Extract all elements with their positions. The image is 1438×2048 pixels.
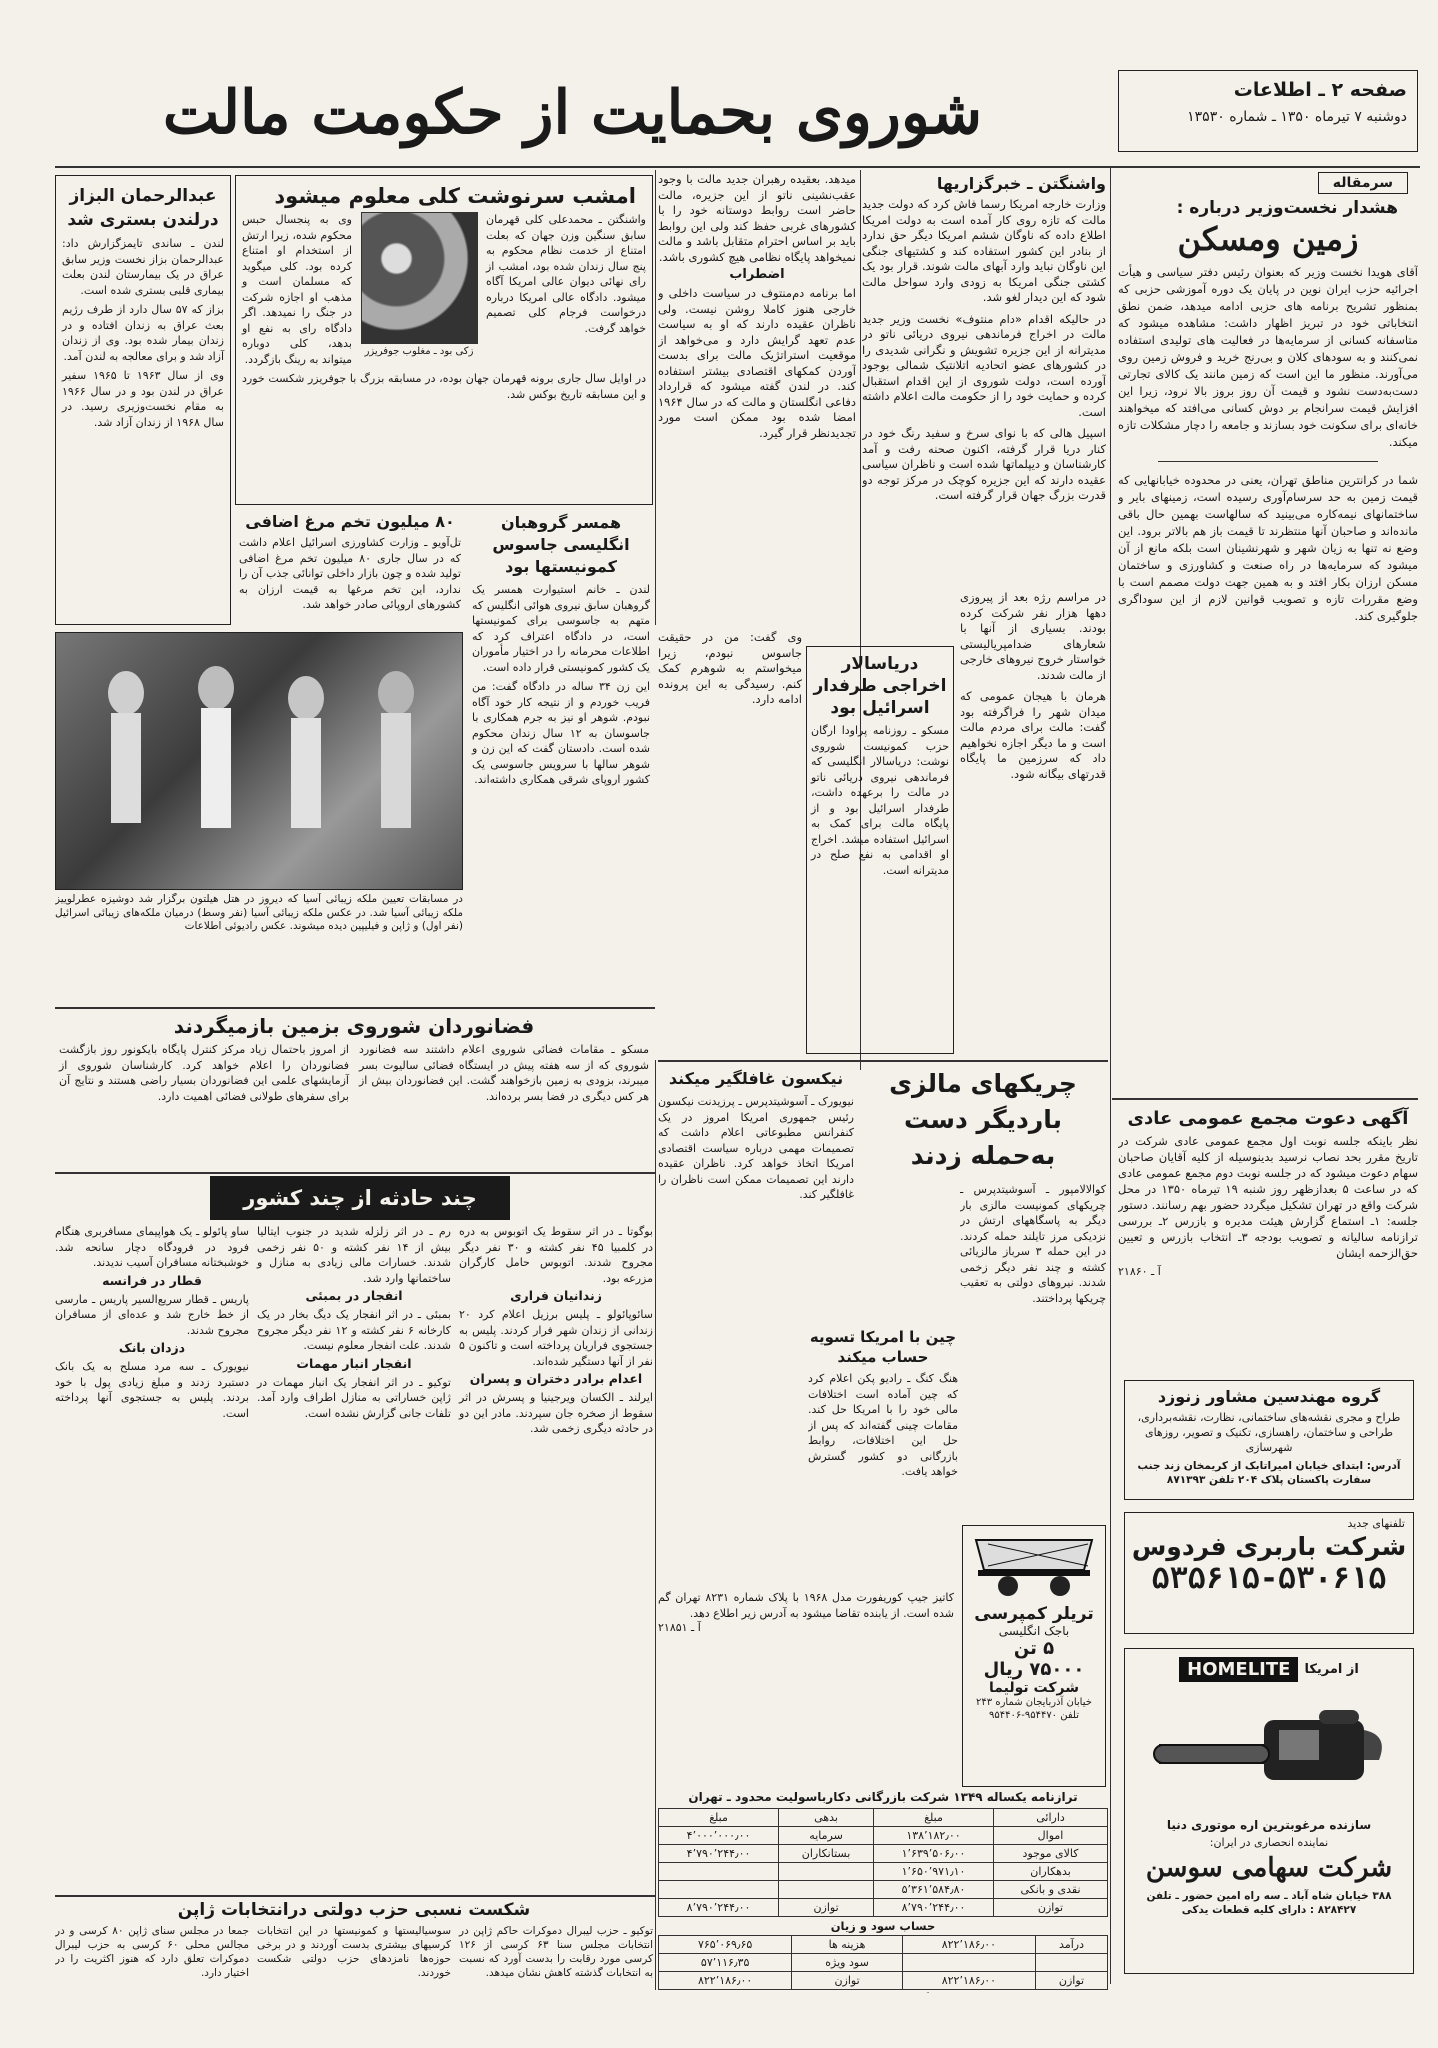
cell: ۷۶۵٬۰۶۹٫۶۵ [659, 1936, 792, 1954]
ali-body-2: وی به پنجسال حبس محکوم شده، زیرا ارتش از استخدام او امتناع کرده بود. کلی میگوید که مسلمان است و مذهب او اجازه شرکت در جنگ را نمیدهد. اگر دادگاه رای به نفع او بدهد، کلی دوباره میتواند به رینگ بازگردد. [242, 213, 352, 366]
beauty-caption-box [55, 893, 463, 948]
cell: بستانکاران [779, 1845, 874, 1863]
acc-col1-1: بوگوتا ـ در اثر سقوط یک اتوبوس به دره در کلمبیا ۴۵ نفر کشته و ۳۰ نفر دیگر مجروح شدند. اتوبوس حامل کارگران مزرعه بود. [459, 1225, 653, 1285]
ali-story [235, 175, 653, 505]
acc-col3-sub2: دزدان بانک [118, 1340, 186, 1355]
washington-col2-1: میدهد. بعقیده رهبران جدید مالت با وجود عقب‌نشینی ناتو از این جزیره، مالت حاضر است روابط دوستانه خود را با کشورهای غربی حفظ کند ولی این روابط باید بر اساس احترام متقابل باشد و مالت نمیخواهد پایگاه نظامی هیچ کشوری باشد. [658, 172, 856, 264]
editorial-body-1: آقای هویدا نخست وزیر که بعنوان رئیس دفتر سیاسی و هیأت اجرائیه حزب ایران نوین در پایان یک دوره آموزشی حزبی که بمنظور تشریح برنامه های حزبی ادامه میدهد، ضمن نطق انتخاباتی خود در تبریز اظهار داشت: مشاهده میشود که متاسفانه کسانی از سرمایه‌ها در فعالیت های تولیدی استفاده نمی‌کنند و به سودهای کلان و بی‌رنج خرید و فروش زمین روی می‌آورند. منظور ما این است که زمین مانند یک کالای تجارتی دست‌به‌دست نشود و قیمت آن روز بروز بالا نرود، زیرا این افزایش قیمت سرانجام بر دوش کسانی می‌افتد که میخواهند خانه‌ای برای سکونت خود بسازند و جامعه را دچار مشکلات تازه میکند. [1118, 265, 1418, 449]
bazzaz-headline: عبدالرحمان البزاز درلندن بستری شد [67, 186, 219, 230]
balance-footer [658, 1992, 1108, 1993]
bazzaz-body-1: لندن ـ ساندی تایمزگزارش داد: عبدالرحمان بزاز نخست وزیر سابق عراق در یک بیمارستان لندن بعلت بیماری قلبی بستری شده است. [62, 237, 224, 297]
table-row [659, 1972, 1108, 1990]
cell: توازن [792, 1972, 902, 1990]
table-row [659, 1863, 1108, 1881]
ali-headline: امشب سرنوشت کلی معلوم میشود [274, 184, 636, 208]
cell: بدهکاران [994, 1863, 1108, 1881]
engineers-ad [1124, 1380, 1414, 1500]
china-story [808, 1325, 958, 1525]
editorial-subtitle: هشدار نخست‌وزیر درباره : [1176, 198, 1398, 218]
trailer-sub: باجک انگلیسی [998, 1624, 1070, 1638]
page-label: صفحه ۲ ـ اطلاعات [1233, 79, 1407, 101]
guerrillas-headline: چریکهای مالزی باردیگر دست به‌حمله زدند [889, 1069, 1077, 1170]
homelite-ad [1124, 1648, 1414, 1974]
cosmonauts-cols [59, 1042, 649, 1104]
trailer-company: شرکت تولیما [989, 1680, 1079, 1696]
nixon-body: نیویورک ـ آسوشیتدپرس ـ پرزیدنت نیکسون رئیس جمهوری امریکا امروز در یک کنفرانس مطبوعاتی اعلام داشت که تصمیمات مهمی درباره سیاست اقتصادی امریکا اتخاذ خواهد کرد. ناظران عقیده دارند این تصمیمات ممکن است ناظران را غافلگیر کند. [658, 1095, 854, 1201]
acc-col1-3: ایرلند ـ الکسان ویرجینیا و پسرش در اثر سقوط از صخره جان سپردند. مادر این دو در حادثه دیگری زخمی شد. [459, 1391, 653, 1435]
ali-photo-col [360, 212, 478, 367]
date-line: دوشنبه ۷ تیرماه ۱۳۵۰ ـ شماره ۱۳۵۳۰ [1187, 109, 1407, 125]
trailer-ad [962, 1525, 1106, 1787]
table-row [659, 1827, 1108, 1845]
cell: ۵۷٬۱۱۶٫۳۵ [659, 1954, 792, 1972]
acc-col3-sub1: قطار در فرانسه [102, 1272, 202, 1288]
ali-photo-caption: زکی بود ـ مغلوب جوفریزر [364, 346, 474, 357]
cell: ۴٬۰۰۰٬۰۰۰٫۰۰ [659, 1827, 779, 1845]
homelite-sub: نماینده انحصاری در ایران: [1209, 1836, 1329, 1849]
cell: ۱٬۶۳۹٬۵۰۶٫۰۰ [873, 1845, 993, 1863]
japan-cols [55, 1924, 653, 1980]
chainsaw-illustration [1144, 1690, 1394, 1810]
editorial [1118, 172, 1418, 1092]
notice-rule [1112, 1098, 1418, 1100]
eggs-body: تل‌آویو ـ وزارت کشاورزی اسرائیل اعلام داشت که در سال جاری ۸۰ میلیون تخم مرغ اضافی تولید شده و چون بازار داخلی توانائی جذب آن را ندارد، این تخم مرغها به قیمت ارزان به کشورهای اروپائی صادر خواهد شد. [239, 536, 461, 611]
guerrilla-top-rule [658, 1060, 1108, 1062]
cell [659, 1863, 779, 1881]
cell: ۵٬۳۶۱٬۵۸۴٫۸۰ [873, 1881, 993, 1899]
acc-col1-2: سائوپائولو ـ پلیس برزیل اعلام کرد ۲۰ زندانی از زندان شهر فرار کردند. پلیس به جستجوی فراریان پرداخته است و تاکنون ۵ نفر از آنها دستگیر شده‌اند. [459, 1308, 653, 1368]
table-row [659, 1936, 1108, 1954]
washington-body-2: در حالیکه اقدام «دام منتوف» نخست وزیر جدید مالت در اخراج فرماندهی نیروی دریائی ناتو در مدیترانه از این جزیره تشویش و نگرانی شدیدی را در کشورهای عضو اتحادیه اتلانتیک شمالی بوجود آورده است، دولت شوروی از این اقدام استقبال کرده و حمایت خود را از حکومت مالت اعلام داشته است. [862, 311, 1106, 419]
washington-col2-sub: اضطراب [729, 267, 785, 282]
trailer-illustration [968, 1530, 1100, 1600]
guerrillas-story [960, 1182, 1106, 1522]
japan-body-3: جمعا در مجلس سنای ژاپن ۸۰ کرسی و در مجالس محلی ۶۰ کرسی به حزب لیبرال دموکرات تعلق دارد که هنوز اکثریت را در اختیار دارد. [55, 1925, 250, 1979]
ali-text-left [242, 212, 352, 367]
spy-continued [658, 630, 802, 1055]
bazzaz-body-2: بزاز که ۵۷ سال دارد از طرف رژیم بعث عراق به زندان افتاده و در زندان بیمار شده بود. وی از زندان آزاد شد و برای معالجه به لندن آمد. [62, 303, 224, 363]
table-row [659, 1845, 1108, 1863]
spy-body-1: لندن ـ خانم استیوارت همسر یک گروهبان سابق نیروی هوائی انگلیس که متهم به جاسوسی برای کمونیستها است، در دادگاه اعتراف کرد که اطلاعات محرمانه را در اختیار مأموران یک کشور کمونیستی قرار داده است. [472, 583, 650, 674]
acc-col2-3: توکیو ـ در اثر انفجار یک انبار مهمات در ژاپن خساراتی به منازل اطراف وارد آمد. تلفات جانی گزارش نشده است. [257, 1375, 451, 1420]
ferdows-kicker: تلفنهای جدید [1347, 1517, 1405, 1530]
cell: ۴٬۷۹۰٬۲۴۴٫۰۰ [659, 1845, 779, 1863]
pl-table [658, 1935, 1108, 1990]
cell: توازن [779, 1899, 874, 1917]
bazzaz-body-3: وی از سال ۱۹۶۳ تا ۱۹۶۵ سفیر عراق در لندن بود و در سال ۱۹۶۶ به مقام نخست‌وزیری رسید. در سال ۱۹۶۸ از زندان آزاد شد. [62, 369, 225, 429]
ali-text-right [486, 212, 646, 367]
washington-body-3: اسپیل هالی که با نوای سرخ و سفید رنگ خود در کنار دریا قرار گرفته، اکنون صحنه رفت و آمد کارشناسان و دیپلماتها شده است و ناظران سیاسی عقیده دارند که این جزیره کوچک در مرکز توجه دو قدرت بزرگ جهان قرار گرفته است. [862, 426, 1106, 502]
balance-col-assets: دارائی [994, 1809, 1108, 1827]
acc-col1-sub2: اعدام برادر دختران و پسران [469, 1371, 643, 1386]
notice-ref: آ ـ ۲۱۸۶۰ [1118, 1265, 1161, 1278]
jeep-ref: آ ـ ۲۱۸۵۱ [658, 1621, 701, 1634]
cell: سود ویژه [792, 1954, 902, 1972]
cosmonauts-body-1: مسکو ـ مقامات فضائی شوروی اعلام داشتند سه فضانورد شوروی که از سه هفته پیش در ایستگاه فضائی سالیوت بسر میبرند، بزودی به زمین بازخواهند گشت. این فضانوردان بیش از هر کس دیگری در فضا بسر برده‌اند. [359, 1043, 649, 1103]
cell [779, 1863, 874, 1881]
homelite-brand-row [1125, 1657, 1413, 1682]
beauty-caption: در مسابقات تعیین ملکه زیبائی آسیا که دیروز در هتل هیلتون برگزار شد دوشیزه عطرلوییز ملکه زیبائی آسیا شد. در عکس ملکه زیبائی آسیا (نفر وسط) درمیان ملکه‌های زیبائی اسرائیل (نفر اول) و ژاپن و فیلیپین دیده میشوند. عکس رادیوئی اطلاعات [55, 893, 463, 932]
spy-story [468, 508, 654, 1058]
japan-story [55, 1898, 653, 2008]
main-headline: شوروی بحمایت از حکومت مالت [162, 78, 983, 148]
engineers-title: گروه مهندسین مشاور زنوزد [1157, 1387, 1381, 1406]
ferdows-phones: ۵۳۵۶۱۵-۵۳۰۶۱۵ [1151, 1561, 1387, 1596]
cosmo-top-rule [55, 1007, 655, 1009]
cell: ۱٬۶۵۰٬۹۷۱٫۱۰ [873, 1863, 993, 1881]
washington-story [862, 172, 1106, 582]
trailer-address: خیابان آذربایجان شماره ۲۴۳ تلفن ۹۵۴۴۷۰-۹۵۴۴۰۶ [976, 1697, 1092, 1721]
balance-title: ترازنامه یکساله ۱۳۴۹ شرکت بازرگانی دکارباسولیت محدود ـ تهران [688, 1790, 1078, 1804]
spy-headline: همسر گروهبان انگلیسی جاسوس کمونیستها بود [492, 513, 630, 576]
pl-title: حساب سود و زیان [830, 1919, 936, 1933]
acc-col2-2: بمبئی ـ در اثر انفجار یک دیگ بخار در یک کارخانه ۶ نفر کشته و ۱۲ نفر دیگر مجروح شدند. علت انفجار معلوم نیست. [257, 1308, 452, 1352]
washington-body-1: وزارت خارجه امریکا رسما فاش کرد که دولت جدید مالت که تازه روی کار آمده است به دولت امریکا اطلاع داده که ناوگان ششم امریکا دیگر حق ندارد از بنادر این کشور استفاده کند و کشتیهای جنگی این ناوگان نباید وارد آبهای مالت شوند. قرار بود یک کشتی جنگی امریکا به زودی وارد سواحل مالت شود که این دیدار لغو شد. [862, 197, 1106, 304]
editorial-divider [1158, 461, 1378, 462]
admiral-headline: دریاسالار اخراجی طرفدار اسرائیل بود [813, 654, 947, 718]
malta-body: در مراسم رژه بعد از پیروزی دهها هزار نفر شرکت کرده بودند. بسیاری از آنها با شعارهای ضدامپریالیستی خواستار خروج نیروهای خارجی از مالت شدند. [960, 590, 1106, 682]
washington-col2-2: اما برنامه دم‌منتوف در سیاست داخلی و خارجی هنوز کاملا روشن نیست. ولی ناظران عقیده دارند که او به سیاست عدم تعهد گرایش دارد و می‌خواهد از موقعیت استراتژیک مالت برای بدست آوردن کمکهای اقتصادی بیشتر استفاده کند. در لندن گفته میشود که قرارداد دفاعی انگلستان و مالت که در سال ۱۹۶۴ امضا شده بود ممکن است مورد تجدیدنظر قرار گیرد. [658, 286, 856, 440]
homelite-company: شرکت سهامی سوسن [1145, 1853, 1393, 1883]
table-row [659, 1881, 1108, 1899]
cosmonauts-story [55, 1010, 653, 1170]
notice-title: آگهی دعوت مجمع عمومی عادی [1127, 1108, 1409, 1129]
acc-col2-sub1: انفجار در بمبئی [305, 1288, 403, 1303]
acc-col3-1: ساو پائولو ـ یک هواپیمای مسافربری هنگام فرود در فرودگاه دچار سانحه شد. خوشبختانه مسافران آسیب ندیدند. [55, 1225, 249, 1269]
bazzaz-story [55, 175, 231, 625]
balance-sheet [658, 1788, 1108, 1993]
homelite-address: ۳۸۸ خیابان شاه آباد ـ سه راه امین حضور ـ تلفن ۸۲۸۴۲۷ : دارای کلیه قطعات یدکی [1146, 1890, 1392, 1916]
acc-col1-sub1: زندانیان فراری [510, 1288, 602, 1303]
trailer-title: تریلر کمپرسی [974, 1604, 1094, 1624]
acc-col3-2: پاریس ـ قطار سریع‌السیر پاریس ـ مارسی از خط خارج شد و عده‌ای از مسافران مجروح شدند. [55, 1292, 249, 1337]
general-assembly-notice [1118, 1106, 1418, 1356]
china-headline: چین با امریکا تسویه حساب میکند [809, 1328, 957, 1366]
admiral-body: مسکو ـ روزنامه پراودا ارگان حزب کمونیست شوروی نوشت: دریاسالار انگلیسی که فرماندهی نیروی دریائی ناتو در مالت را برعهده داشت، طرفدار اسرائیل بود و از پایگاه مالت برای کمک به اسرائیل استفاده میشد. اخراج او اقدامی به نفع صلح در مدیترانه است. [811, 724, 949, 877]
engineers-address: آدرس: ابتدای خیابان امیراتابک از کریمخان زند جنب سفارت پاکستان پلاک ۲۰۴ تلفن ۸۷۱۳۹۳ [1137, 1460, 1401, 1486]
homelite-brand-fa: از امریکا [1304, 1662, 1359, 1677]
cell: اموال [994, 1827, 1108, 1845]
cell [779, 1881, 874, 1899]
ali-body-1: واشنگتن ـ محمدعلی کلی قهرمان سابق سنگین وزن جهان که بعلت امتناع از خدمت نظام محکوم به پنج سال زندان شده بود، امشب از رای نهائی دیوان عالی امریکا آگاه میشود. دادگاه عالی امریکا درباره درخواست فرجام کلی تصمیم خواهد گرفت. [486, 213, 646, 335]
balance-col-liab: بدهی [779, 1809, 874, 1827]
acc-col2-sub2: انفجار انبار مهمات [296, 1355, 412, 1371]
col-rule-c3 [655, 1060, 656, 1990]
col-rule-c2 [655, 170, 656, 625]
masthead-box [1118, 70, 1418, 152]
cell: ۸٬۷۹۰٬۲۴۴٫۰۰ [659, 1899, 779, 1917]
guerrillas-body: کوالالامپور ـ آسوشیتدپرس ـ چریکهای کمونیست مالزی بار دیگر به پاسگاههای ارتش در نزدیکی مرز تایلند حمله کردند. در این حمله ۳ سرباز مالزیائی کشته و چند نفر دیگر زخمی شدند. نیروهای دولتی به تعقیب چریکها پرداختند. [960, 1183, 1106, 1305]
cell: توازن [994, 1899, 1108, 1917]
balance-col-amount-a: مبلغ [873, 1809, 993, 1827]
malta-body-2: هرمان با هیجان عمومی که میدان شهر را فراگرفته بود گفت: مالت برای مردم مالت است و ما دیگر اجازه نخواهیم داد که سرزمین ما پایگاه قدرتهای بیگانه شود. [960, 689, 1106, 781]
japan-headline: شکست نسبی حزب دولتی درانتخابات ژاپن [177, 1900, 531, 1920]
balance-table [658, 1808, 1108, 1917]
cell: کالای موجود [994, 1845, 1108, 1863]
ferdows-ad [1124, 1512, 1414, 1634]
cell [659, 1881, 779, 1899]
acc-col3-3: نیویورک ـ سه مرد مسلح به یک بانک دستبرد زدند و مبلغ زیادی پول با خود بردند. پلیس به جستجوی آنها پرداخته است. [55, 1360, 249, 1420]
cell: درآمد [1036, 1936, 1108, 1954]
washington-headline: واشنگتن ـ خبرگزاریها [936, 174, 1106, 193]
eggs-headline: ۸۰ میلیون تخم مرغ اضافی [245, 512, 455, 531]
notice-body: نظر باینکه جلسه نوبت اول مجمع عمومی عادی شرکت در تاریخ مقرر بحد نصاب نرسید بدینوسیله از کلیه آقایان صاحبان سهام دعوت میشود که در جلسه نوبت دوم مجمع عمومی عادی که در ساعت ۵ بعدازظهر روز شنبه ۱۹ تیرماه ۱۳۵۰ در محل شرکت واقع در تهران تشکیل میگردد حضور بهم رسانند. دستور جلسه: ۱ـ استماع گزارش هیئت مدیره و بازرس ۲ـ بررسی ترازنامه سالیانه و تصویب بودجه ۳ـ انتخاب بازرس و تعیین حق‌الزحمه ایشان [1118, 1134, 1418, 1260]
ali-photo [361, 212, 478, 344]
engineers-body: طراح و مجری نقشه‌های ساختمانی، نظارت، نقشه‌برداری، طراحی و ساختمان، راهسازی، تکنیک و تصویر، روزهای شهرسازی [1137, 1411, 1401, 1454]
table-row [659, 1954, 1108, 1972]
cell: ۸۲۲٬۱۸۶٫۰۰ [902, 1936, 1035, 1954]
ferdows-title: شرکت باربری فردوس [1131, 1532, 1407, 1561]
jeep-body: کاتیز جیپ کوریفورت مدل ۱۹۶۸ با پلاک شماره ۸۲۳۱ تهران گم شده است. از یابنده تقاضا میشود به آدرس زیر اطلاع دهد. [658, 1591, 954, 1620]
cosmonauts-body-2: از امروز باحتمال زیاد مرکز کنترل پایگاه بایکونور روز بازگشت فضانوردان را اعلام خواهد کرد. کارشناسان شوروی از آزمایشهای علمی این فضانوردان بسیار راضی هستند و نتایج آن برای سفرهای طولانی فضائی اهمیت دارد. [59, 1043, 349, 1103]
balance-col-amount-l: مبلغ [659, 1809, 779, 1827]
japan-top-rule [55, 1895, 655, 1897]
cell: ۸٬۷۹۰٬۲۴۴٫۰۰ [873, 1899, 993, 1917]
editorial-kicker: سرمقاله [1318, 172, 1408, 194]
editorial-body-2: شما در کرانترین مناطق تهران، یعنی در محدوده خیابانهایی که قیمت زمین به حد سرسام‌آوری رسیده است، زمینهای بایر و ساختمانهای نیمه‌کاره می‌بینید که سالهاست بهمین حال باقی مانده‌اند و صاحبان آنها منتظرند تا قیمت باز هم بالاتر برود. این وضع نه تنها به زیان شهر و شهرنشینان است بلکه مانع از آن میشود که سرمایه‌ها در راه صنعت و کشاورزی و ساختمان مسکن ارزان بکار افتد و به همین جهت دولت مصمم است با وضع مقررات تازه و تصویب قوانین لازم از این سوداگری جلوگیری کند. [1118, 473, 1418, 623]
cell [902, 1954, 1035, 1972]
spy-body-2: این زن ۳۴ ساله در دادگاه گفت: من فریب خوردم و از نتیجه کار خود آگاه نبودم. شوهر او نیز به جرم همکاری با جاسوسان به ۱۲ سال زندان محکوم شده است. دادستان گفت که این زن و شوهر سالها با سرویس جاسوسی یک کشور اروپای شرقی همکاری داشته‌اند. [472, 680, 651, 786]
china-body: هنگ کنگ ـ رادیو پکن اعلام کرد که چین آماده است اختلافات مالی خود را با امریکا حل کند. مقامات چینی گفته‌اند که پس از حل این اختلافات، روابط بازرگانی دو کشور گسترش خواهد یافت. [808, 1372, 958, 1478]
malta-continued [960, 590, 1106, 1050]
nixon-story [658, 1066, 854, 1366]
accidents-headline: چند حادثه از چند کشور [210, 1176, 510, 1220]
table-row [659, 1899, 1108, 1917]
accidents-top-rule [55, 1172, 655, 1174]
eggs-story [235, 508, 465, 628]
japan-body-1: توکیو ـ حزب لیبرال دموکرات حاکم ژاپن در انتخابات مجلس سنا ۶۳ کرسی از ۱۲۶ کرسی مورد رقابت را بدست آورد که نسبت به انتخابات گذشته کاهش نشان میدهد. [459, 1925, 653, 1979]
cell: ۸۲۲٬۱۸۶٫۰۰ [902, 1972, 1035, 1990]
ali-layout [242, 212, 646, 367]
japan-body-2: سوسیالیستها و کمونیستها در این انتخابات کرسیهای بیشتری بدست آوردند و در برخی حوزه‌ها نامزدهای حزب دولتی شکست خوردند. [257, 1925, 451, 1979]
acc-col2-1: رم ـ در اثر زلزله شدید در جنوب ایتالیا بیش از ۱۴ نفر کشته و ۵۰ نفر زخمی شدند. خسارات مالی زیادی به منازل و ساختمانها وارد شد. [257, 1225, 451, 1285]
masthead-rule [55, 166, 1420, 168]
homelite-brand: HOMELITE [1179, 1657, 1298, 1682]
column-rule [1110, 166, 1111, 1984]
cell: ۸۲۲٬۱۸۶٫۰۰ [659, 1972, 792, 1990]
balance-header-row [659, 1809, 1108, 1827]
ali-body-3: در اوایل سال جاری برونه قهرمان جهان بوده، در مسابقه بزرگ با جوفریزر شکست خورد و این مسابقه تاریخ بوکس شد. [242, 372, 646, 401]
cell [1036, 1954, 1108, 1972]
washington-continued [658, 172, 856, 622]
beauty-figures [56, 633, 463, 890]
trailer-price: ۷۵۰۰۰ ریال [983, 1659, 1085, 1680]
cell: نقدی و بانکی [994, 1881, 1108, 1899]
homelite-slogan: سازنده مرغوبترین اره موتوری دنیا [1166, 1818, 1372, 1832]
editorial-title: زمین ومسکن [1177, 220, 1359, 258]
jeep-ad [658, 1590, 954, 1740]
admiral-story [806, 646, 954, 1054]
nixon-headline: نیکسون غافلگیر میکند [668, 1069, 844, 1088]
cosmonauts-headline: فضانوردان شوروی بزمین بازمیگردند [173, 1014, 535, 1038]
cell: توازن [1036, 1972, 1108, 1990]
trailer-capacity: ۵ تن [1013, 1638, 1055, 1659]
cell: ۱۳۸٬۱۸۲٫۰۰ [873, 1827, 993, 1845]
cell: سرمایه [779, 1827, 874, 1845]
cell: هزینه ها [792, 1936, 902, 1954]
beauty-photo [55, 632, 463, 890]
spy-body-3-cont: وی گفت: من در حقیقت جاسوس نبودم، زیرا میخواستم به شوهرم کمک کنم. رسیدگی به این پرونده ادامه دارد. [658, 630, 802, 706]
